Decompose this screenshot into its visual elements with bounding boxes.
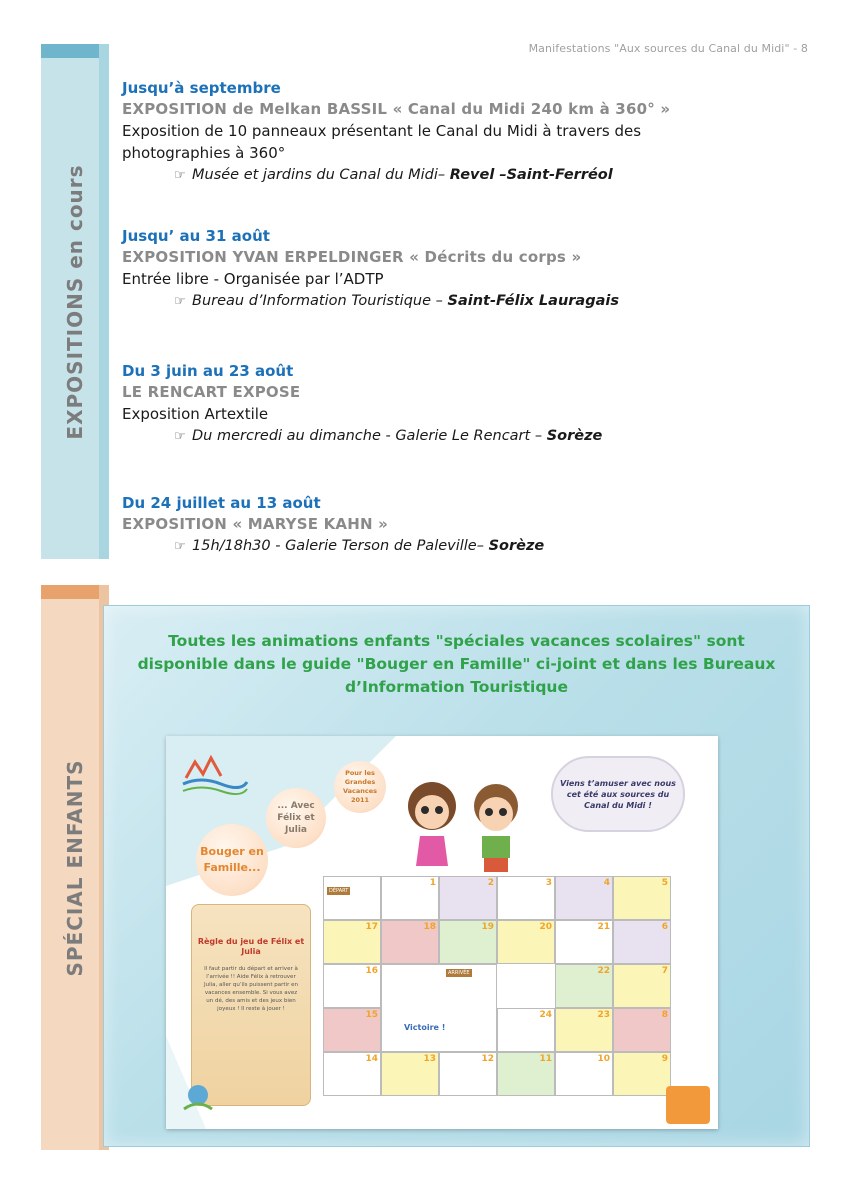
kids-panel [103,605,810,1147]
event-desc-line: Entrée libre - Organisée par l’ADTP [122,270,384,288]
speech-cloud: Viens t’amuser avec nous cet été aux sources du Canal du Midi ! [551,756,685,832]
office-tourisme-sticker [666,1086,710,1124]
board-cell: 1 [381,876,439,920]
tourism-logo [178,1081,218,1117]
game-rules-scroll [191,904,311,1106]
grandes-vacances-circle: Pour les Grandes Vacances 2011 [334,761,386,813]
julia-character-icon [402,776,462,876]
board-cell: 12 [439,1052,497,1096]
kids-message-line: disponible dans le guide "Bouger en Famille" ci-joint et dans les Bureaux [137,655,776,673]
event-3 [122,361,762,448]
board-cell: 5 [613,876,671,920]
board-cell: 11 [497,1052,555,1096]
board-cell: 15 [323,1008,381,1052]
board-cell: 7 [613,964,671,1008]
board-cell: 13 [381,1052,439,1096]
board-cell: 21 [555,920,613,964]
game-board [323,876,683,1116]
hand-pointer-icon: ☞ [174,294,186,309]
hand-pointer-icon: ☞ [174,429,186,444]
canal-du-midi-logo [181,748,249,798]
enfants-tab-label: SPÉCIAL ENFANTS [63,758,87,977]
kids-message [124,630,789,699]
event-date: Du 3 juin au 23 août [122,362,294,380]
board-cell: 19 [439,920,497,964]
event-town: Sorèze [488,538,545,554]
board-cell: 6 [613,920,671,964]
board-cell: 3 [497,876,555,920]
bouger-en-famille-circle: Bouger en Famille... [196,824,268,896]
board-cell: 18 [381,920,439,964]
board-cell: 23 [555,1008,613,1052]
board-cell: 14 [323,1052,381,1096]
enfants-tab [41,585,109,1150]
event-date: Jusqu’ au 31 août [122,227,270,245]
event-title: EXPOSITION YVAN ERPELDINGER « Décrits du corps » [122,248,582,266]
board-cell: 16 [323,964,381,1008]
board-cell: 20 [497,920,555,964]
kids-message-line: Toutes les animations enfants "spéciales vacances scolaires" sont [168,632,745,650]
event-title: EXPOSITION « MARYSE KAHN » [122,515,389,533]
rules-title: Règle du jeu de Félix et Julia [197,937,305,956]
tab-edge [99,44,109,559]
event-desc-line: Exposition de 10 panneaux présentant le Canal du Midi à travers des [122,122,642,140]
event-venue: Bureau d’Information Touristique – [192,293,443,309]
finish-sign: ARRIVÉE [448,970,470,976]
board-cell: 17 [323,920,381,964]
bouger-en-famille-guide-image [166,736,718,1129]
event-location [122,535,762,558]
event-town: Revel –Saint-Ferréol [449,167,613,183]
expositions-tab [41,44,109,559]
hand-pointer-icon: ☞ [174,168,186,183]
event-title: EXPOSITION de Melkan BASSIL « Canal du Midi 240 km à 360° » [122,100,671,118]
event-desc-line: Exposition Artextile [122,405,269,423]
board-cell: 22 [555,964,613,1008]
board-cell: 8 [613,1008,671,1052]
board-cell: 4 [555,876,613,920]
expositions-tab-label: EXPOSITIONS en cours [63,163,87,440]
avec-felix-julia-circle: ... Avec Félix et Julia [266,788,326,848]
event-location [122,290,762,313]
victory-area [381,964,497,1052]
event-title: LE RENCART EXPOSE [122,383,301,401]
event-venue: Du mercredi au dimanche - Galerie Le Rencart – [192,428,543,444]
event-1 [122,78,762,187]
event-venue: 15h/18h30 - Galerie Terson de Paleville– [192,538,484,554]
event-desc-line: photographies à 360° [122,144,286,162]
felix-character-icon [466,776,526,876]
board-cell: 10 [555,1052,613,1096]
event-date: Du 24 juillet au 13 août [122,494,321,512]
event-town: Sorèze [546,428,603,444]
event-date: Jusqu’à septembre [122,79,281,97]
event-location [122,425,762,448]
board-cell-start [323,876,381,920]
event-venue: Musée et jardins du Canal du Midi– [192,167,446,183]
event-2 [122,226,762,313]
page-header: Manifestations "Aux sources du Canal du Midi" - 8 [528,42,808,55]
event-location [122,164,762,187]
board-cell: 9 [613,1052,671,1096]
rules-text: Il faut partir du départ et arriver à l’arrivée !! Aide Félix à retrouver Julia, aller qu’ils puissent partir en vacances ensemble. Si vous avez un dé, des amis et des jeux bien joyeux ! Il reste à jouer ! [204,966,298,1012]
board-cell: 24 [497,1008,555,1052]
kids-message-line: d’Information Touristique [345,678,568,696]
event-4 [122,493,762,558]
board-cell: 2 [439,876,497,920]
victory-label: Victoire ! [404,1023,446,1032]
event-town: Saint-Félix Lauragais [447,293,619,309]
hand-pointer-icon: ☞ [174,539,186,554]
start-sign: DÉPART [329,888,349,894]
